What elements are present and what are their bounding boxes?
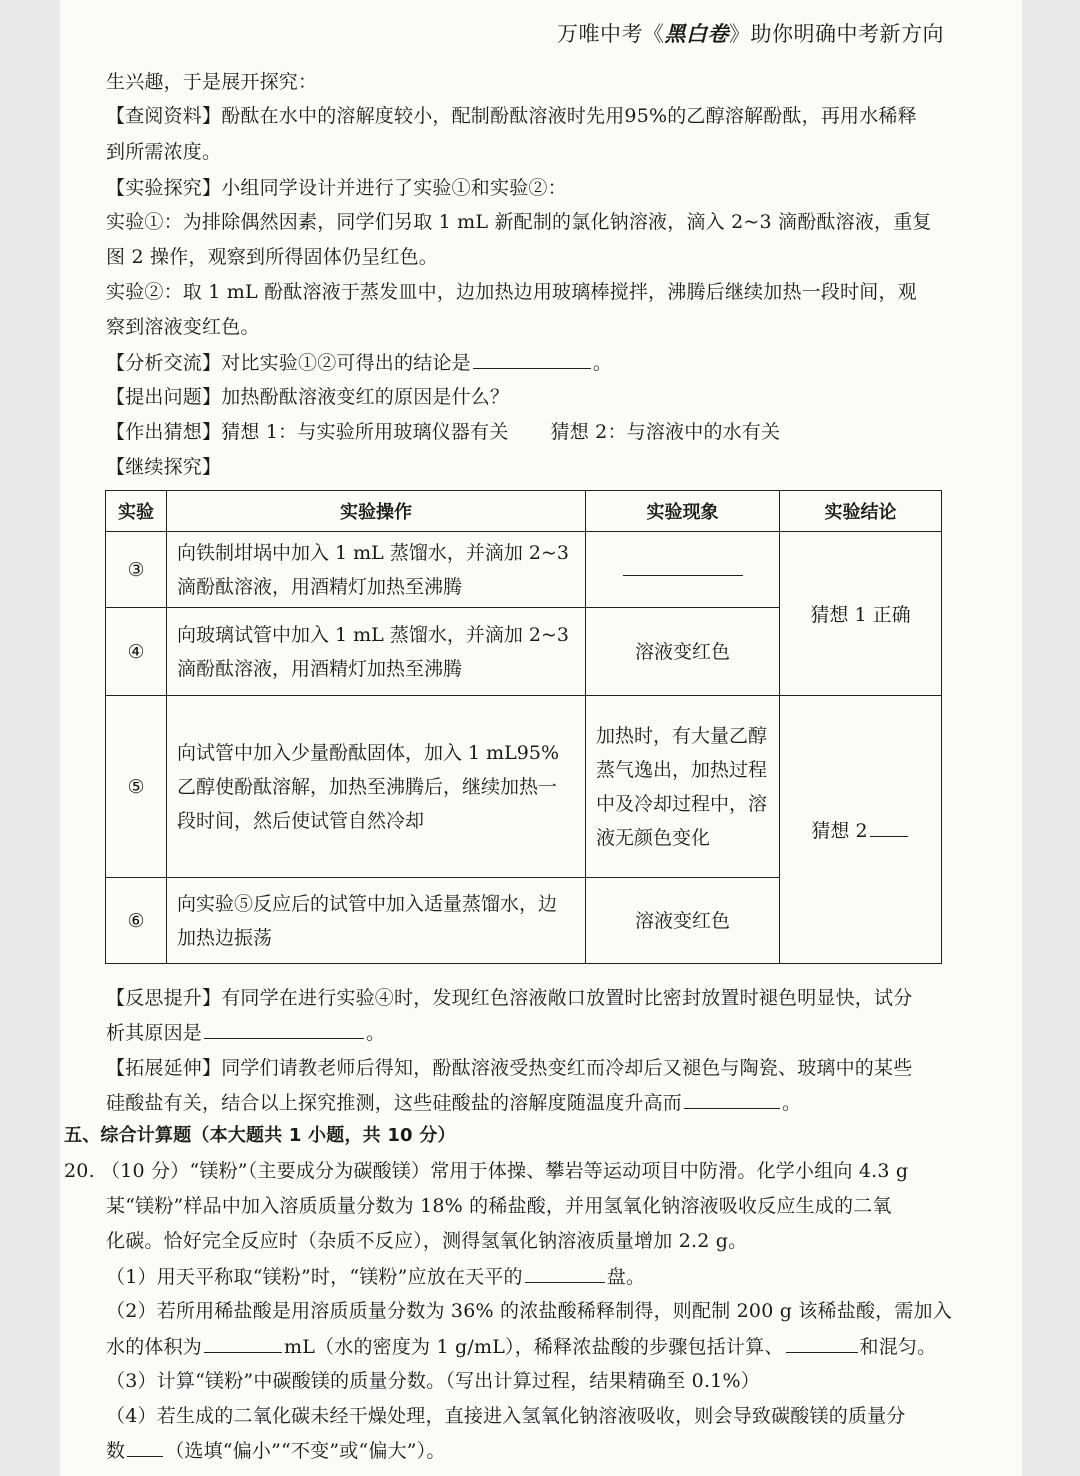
sub-question-text: 水的体积为	[106, 1336, 203, 1358]
punctuation: 。	[592, 352, 613, 374]
table-header: 实验结论	[780, 491, 942, 532]
answer-blank[interactable]	[870, 818, 908, 837]
conclusion-text: 猜想 2	[811, 820, 868, 842]
sub-question-text: 和混匀。	[859, 1336, 937, 1358]
exp-number: ⑤	[106, 696, 167, 878]
answer-blank[interactable]	[684, 1090, 780, 1109]
header-prefix: 万唯中考《	[557, 22, 665, 46]
hypothesis-line	[106, 420, 780, 444]
table-row	[106, 532, 942, 608]
sub-question-1	[106, 1264, 645, 1289]
exp-number: ⑥	[106, 878, 167, 964]
text-line: 图 2 操作，观察到所得固体仍呈红色。	[106, 246, 438, 268]
text-line: 实验②：取 1 mL 酚酞溶液于蒸发皿中，边加热边用玻璃棒搅拌，沸腾后继续加热一段时间，观	[106, 281, 917, 303]
text-line: 实验①：为排除偶然因素，同学们另取 1 mL 新配制的氯化钠溶液，滴入 2~3 滴酚酞溶液，重复	[106, 211, 932, 233]
header-brand: 黑白卷	[664, 22, 729, 46]
page-header	[557, 18, 944, 48]
experiment-table	[105, 490, 942, 964]
analysis-prompt: 【分析交流】对比实验①②可得出的结论是	[106, 352, 471, 374]
table-header: 实验现象	[586, 491, 780, 532]
sub-question-3: （3）计算“镁粉”中碳酸镁的质量分数。（写出计算过程，结果精确至 0.1%）	[106, 1370, 760, 1392]
sub-question-text: （1）用天平称取“镁粉”时，“镁粉”应放在天平的	[106, 1266, 523, 1288]
exp-phenomenon: 溶液变红色	[586, 878, 780, 964]
answer-blank[interactable]	[623, 557, 743, 576]
exp-phenomenon: 加热时，有大量乙醇蒸气逸出，加热过程中及冷却过程中，溶液无颜色变化	[586, 696, 780, 878]
exp-phenomenon[interactable]	[586, 532, 780, 608]
exp-number: ③	[106, 532, 167, 608]
text-line: 【实验探究】小组同学设计并进行了实验①和实验②：	[106, 177, 567, 199]
sub-question-text: mL（水的密度为 1 g/mL），稀释浓盐酸的步骤包括计算、	[284, 1336, 784, 1358]
sub-question-text: 盘。	[606, 1266, 646, 1288]
answer-blank[interactable]	[786, 1334, 858, 1353]
table-row	[106, 696, 942, 878]
text-line: 【查阅资料】酚酞在水中的溶解度较小，配制酚酞溶液时先用95%的乙醇溶解酚酞，再用水稀释	[106, 105, 917, 127]
text-line: 【继续探究】	[106, 456, 222, 478]
exp-operation: 向玻璃试管中加入 1 mL 蒸馏水，并滴加 2~3 滴酚酞溶液，用酒精灯加热至沸腾	[167, 608, 586, 696]
text-line: 生兴趣，于是展开探究：	[106, 71, 318, 93]
table-header: 实验操作	[167, 491, 586, 532]
extension-line	[106, 1090, 801, 1115]
hypothesis-2: 猜想 2：与溶液中的水有关	[550, 421, 781, 443]
exp-conclusion	[780, 696, 942, 964]
answer-blank[interactable]	[204, 1020, 364, 1039]
exp-operation: 向试管中加入少量酚酞固体，加入 1 mL95% 乙醇使酚酞溶解，加热至沸腾后，继续加热一段时间，然后使试管自然冷却	[167, 696, 586, 878]
header-suffix: 》助你明确中考新方向	[729, 22, 944, 46]
text-line: 【反思提升】有同学在进行实验④时，发现红色溶液敞口放置时比密封放置时褪色明显快，试分	[106, 987, 913, 1009]
exp-operation: 向铁制坩埚中加入 1 mL 蒸馏水，并滴加 2~3 滴酚酞溶液，用酒精灯加热至沸腾	[167, 532, 586, 608]
sub-question-4-cont	[106, 1438, 446, 1463]
punctuation: 。	[782, 1092, 802, 1114]
text-line: 化碳。恰好完全反应时（杂质不反应），测得氢氧化钠溶液质量增加 2.2 g。	[106, 1230, 748, 1252]
answer-blank[interactable]	[525, 1264, 605, 1283]
text-line: 【提出问题】加热酚酞溶液变红的原因是什么？	[106, 386, 510, 408]
reflection-line	[106, 1020, 385, 1045]
text-line: 某“镁粉”样品中加入溶质质量分数为 18% 的稀盐酸，并用氢氧化钠溶液吸收反应生成的二氧	[106, 1195, 892, 1217]
text-line: 到所需浓度。	[106, 141, 222, 163]
section-title: 五、综合计算题（本大题共 1 小题，共 10 分）	[64, 1125, 456, 1146]
answer-blank[interactable]	[127, 1438, 163, 1457]
sub-question-text: （选填“偏小”“不变”或“偏大”）。	[165, 1440, 446, 1462]
analysis-line	[106, 350, 612, 375]
table-header: 实验	[106, 491, 167, 532]
answer-blank[interactable]	[473, 350, 591, 369]
exp-number: ④	[106, 608, 167, 696]
sub-question-2-cont	[106, 1334, 936, 1359]
exp-conclusion: 猜想 1 正确	[780, 532, 942, 696]
exp-operation: 向实验⑤反应后的试管中加入适量蒸馏水，边加热边振荡	[167, 878, 586, 964]
sub-question-text: 数	[106, 1440, 126, 1462]
reflection-prompt: 析其原因是	[106, 1022, 203, 1044]
text-line: 【拓展延伸】同学们请教老师后得知，酚酞溶液受热变红而冷却后又褪色与陶瓷、玻璃中的某些	[106, 1057, 913, 1079]
punctuation: 。	[366, 1022, 386, 1044]
text-line: 察到溶液变红色。	[106, 316, 260, 338]
hypothesis-1: 【作出猜想】猜想 1：与实验所用玻璃仪器有关	[106, 421, 509, 443]
extension-prompt: 硅酸盐有关，结合以上探究推测，这些硅酸盐的溶解度随温度升高而	[106, 1092, 683, 1114]
question-20: 20. （10 分）“镁粉”（主要成分为碳酸镁）常用于体操、攀岩等运动项目中防滑。化学小组向 4.3 g	[64, 1160, 909, 1182]
answer-blank[interactable]	[204, 1334, 282, 1353]
exam-page	[60, 0, 1022, 1476]
sub-question-2: （2）若所用稀盐酸是用溶质质量分数为 36% 的浓盐酸稀释制得，则配制 200 g 该稀盐酸，需加入	[106, 1300, 952, 1322]
sub-question-4: （4）若生成的二氧化碳未经干燥处理，直接进入氢氧化钠溶液吸收，则会导致碳酸镁的质量分	[106, 1405, 906, 1427]
exp-phenomenon: 溶液变红色	[586, 608, 780, 696]
